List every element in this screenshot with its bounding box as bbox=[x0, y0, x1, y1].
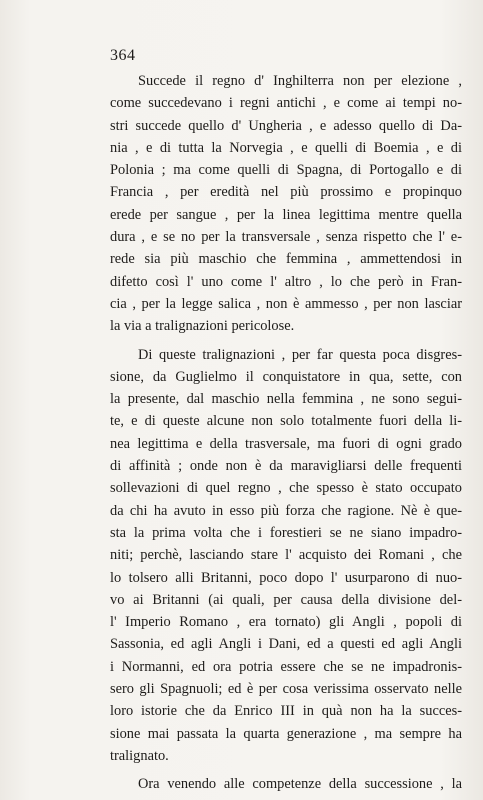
text-line: erede per sangue , per la linea legittima mentre quella bbox=[110, 206, 462, 223]
text-line: nea legittima e della trasversale, ma fuori di ogni grado bbox=[110, 435, 462, 452]
paragraph-2 bbox=[110, 344, 462, 768]
text-line: la presente, dal maschio nella femmina , ne sono segui- bbox=[110, 391, 462, 408]
text-line: stri succede quello d' Ungheria , e adesso quello di Da- bbox=[110, 117, 462, 134]
text-line: cia , per la legge salica , non è ammesso , per non lasciar bbox=[110, 295, 462, 312]
text-line: Ora venendo alle competenze della successione , la bbox=[138, 776, 462, 793]
text-line: di affinità ; onde non è da maravigliarsi delle frequenti bbox=[110, 458, 462, 475]
text-line: Polonia ; ma come quelli di Spagna, di Portogallo e di bbox=[110, 162, 462, 179]
text-line: rede sia più maschio che femmina , ammettendosi in bbox=[110, 251, 462, 268]
text-line: tralignato. bbox=[110, 747, 169, 764]
text-line: la via a tralignazioni pericolose. bbox=[110, 318, 295, 335]
paragraph-3 bbox=[110, 773, 462, 795]
text-line: Di queste tralignazioni , per far questa poca disgres- bbox=[138, 346, 462, 363]
text-line: l' Imperio Romano , era tornato) gli Angli , popoli di bbox=[110, 614, 462, 631]
text-line: sione, da Guglielmo il conquistatore in qua, sette, con bbox=[110, 368, 462, 385]
text-line: i Normanni, ed ora potria essere che se ne impadronis- bbox=[110, 658, 462, 675]
text-line: vo ai Britanni (ai quali, per causa della divisione del- bbox=[110, 591, 462, 608]
text-line: nia , e di tutta la Norvegia , e quelli di Boemia , e di bbox=[110, 139, 462, 156]
page-number: 364 bbox=[110, 47, 136, 64]
text-line: lo tolsero alli Britanni, poco dopo l' usurparono di nuo- bbox=[110, 569, 462, 586]
text-line: Sassonia, ed agli Angli i Dani, ed a questi ed agli Angli bbox=[110, 636, 462, 653]
text-line: difetto così l' uno come l' altro , lo che però in Fran- bbox=[110, 273, 462, 290]
text-line: te, e di queste alcune non solo totalmente fuori della li- bbox=[110, 413, 462, 430]
text-line: sta la prima volta che i forestieri se ne siano impadro- bbox=[110, 524, 462, 541]
text-line: sero gli Spagnuoli; ed è per cosa verissima osservato nelle bbox=[110, 681, 462, 698]
text-line: loro istorie che da Enrico III in quà non ha la succes- bbox=[110, 703, 462, 720]
body-text bbox=[110, 70, 462, 796]
text-line: come succedevano i regni antichi , e come ai tempi no- bbox=[110, 95, 462, 112]
text-line: Francia , per eredità nel più prossimo e propinquo bbox=[110, 184, 462, 201]
text-line: sione mai passata la quarta generazione , ma sempre ha bbox=[110, 725, 462, 742]
text-line: da chi ha avuto in esso più forza che ragione. Nè è que- bbox=[110, 502, 462, 519]
text-line: dura , e se no per la transversale , senza rispetto che l' e- bbox=[110, 229, 462, 246]
text-line: sollevazioni di quel regno , che spesso è stato occupato bbox=[110, 480, 462, 497]
paragraph-1 bbox=[110, 70, 462, 338]
text-line: Succede il regno d' Inghilterra non per elezione , bbox=[138, 73, 462, 89]
text-line: niti; perchè, lasciando stare l' acquisto dei Romani , che bbox=[110, 547, 462, 564]
